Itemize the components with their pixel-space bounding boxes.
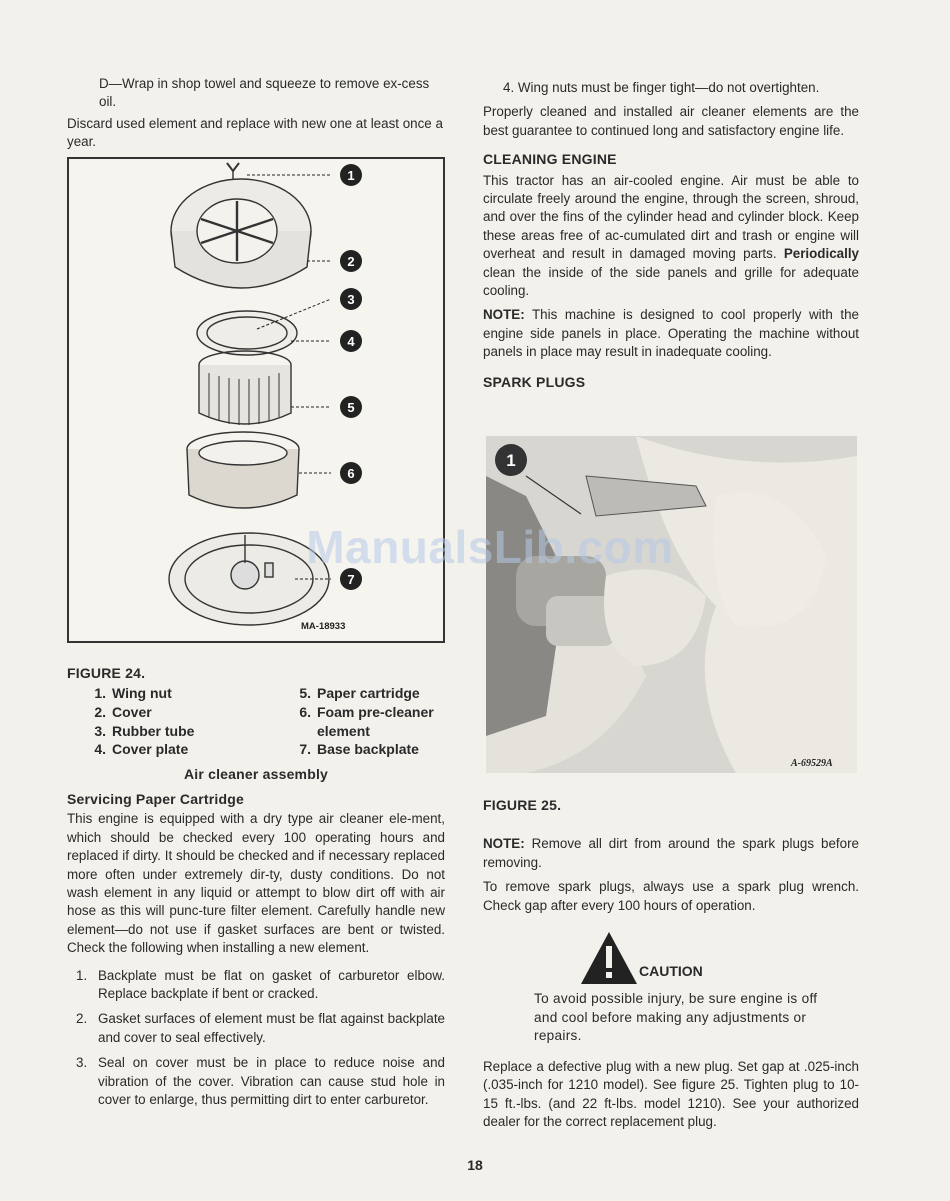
- callout-4: [340, 330, 362, 352]
- svg-text:3: 3: [347, 292, 355, 307]
- list-item: 3. Rubber tube: [94, 722, 195, 739]
- list-item: 1. Wing nut: [94, 685, 172, 701]
- figure-25-photo: [486, 436, 857, 773]
- svg-text:6: 6: [347, 466, 355, 481]
- warning-triangle-icon: [579, 930, 639, 986]
- cleaning-body: This tractor has an air-cooled engine. Air must be able to circulate freely around the engine, through the screen, shroud, and over the fins of the cylinder head and cylinder block. Keep these areas free of ac-cumulated dirt and trash or engine will overheat and result in damaged moving parts. Periodically clean the inside of the side panels and grille for adequate cooling.: [483, 172, 859, 299]
- photo-callout-1: [495, 444, 527, 476]
- svg-text:1: 1: [506, 451, 516, 470]
- figure-25-caption: FIGURE 25.: [483, 797, 562, 813]
- intro-discard: Discard used element and replace with new one at least once a year.: [67, 115, 443, 150]
- page-number: 18: [467, 1157, 483, 1173]
- step-4: 4. Wing nuts must be finger tight—do not overtighten.: [503, 80, 820, 95]
- list-item: 5. Paper cartridge: [299, 685, 420, 701]
- callout-5: [340, 396, 362, 418]
- servicing-heading: Servicing Paper Cartridge: [67, 791, 244, 807]
- svg-text:7: 7: [347, 572, 355, 587]
- callout-6: [340, 462, 362, 484]
- svg-text:4: 4: [347, 334, 355, 349]
- figure-24-caption: FIGURE 24.: [67, 665, 146, 681]
- callout-2: [340, 250, 362, 272]
- servicing-body: This engine is equipped with a dry type air cleaner ele-ment, which should be checked every 100 operating hours and replaced if dirty. It should be checked and if necessary replaced more often under extremely dir-ty, dusty conditions. Do not wash element in any liquid or attempt to blow dirt off with air hose as this will punc-ture filter element. Carefully handle new element—do not use if gasket surfaces are bent or twisted. Check the following when installing a new element.: [67, 811, 445, 956]
- replace-paragraph: Replace a defective plug with a new plug. Set gap at .025-inch (.035-inch for 1210 model). See figure 25. Tighten plug to 10-15 ft.-lbs. (and 22 ft-lbs. model 1210). See your authorized dealer for the correct replacement plug.: [483, 1059, 859, 1130]
- list-item: 1. Backplate must be flat on gasket of carburetor elbow. Replace backplate if bent or cracked.: [76, 967, 445, 1002]
- svg-text:2: 2: [347, 254, 355, 269]
- list-item: 3. Seal on cover must be in place to reduce noise and vibration of the cover. Vibration can cause stud hole in cover to enlarge, thus permitting dirt to enter carburetor.: [76, 1055, 445, 1108]
- callout-3: [340, 288, 362, 310]
- cleaning-heading: CLEANING ENGINE: [483, 151, 617, 168]
- properly-paragraph: Properly cleaned and installed air cleaner elements are the best guarantee to continued long and satisfactory engine life.: [483, 104, 859, 138]
- spark-remove: To remove spark plugs, always use a spark plug wrench. Check gap after every 100 hours of operation.: [483, 879, 859, 913]
- photo-id: A-69529A: [791, 758, 833, 769]
- cleaning-note: NOTE: This machine is designed to cool properly with the engine side panels in place. Operating the machine without panels in place may result in inadequate cooling.: [483, 307, 859, 360]
- caution-title: CAUTION: [639, 963, 703, 979]
- callout-1: [340, 164, 362, 186]
- intro-step-d: D—Wrap in shop towel and squeeze to remove ex-cess oil.: [99, 76, 430, 110]
- list-item: 7. Base backplate: [299, 741, 419, 758]
- spark-heading: SPARK PLUGS: [483, 373, 586, 390]
- svg-text:1: 1: [347, 168, 355, 183]
- servicing-steps: [67, 967, 445, 1110]
- spark-note: NOTE: Remove all dirt from around the spark plugs before removing.: [483, 836, 859, 870]
- list-item: 6. Foam pre-cleaner element: [299, 703, 434, 739]
- list-item: 4. Cover plate: [94, 741, 189, 758]
- caution-message: To avoid possible injury, be sure engine is off and cool before making any adjustments or repairs.: [534, 991, 818, 1043]
- drawing-id: MA-18933: [301, 621, 346, 632]
- list-item: 2. Gasket surfaces of element must be flat against backplate and cover to seal effectively.: [76, 1011, 445, 1045]
- figure-24-subtitle: Air cleaner assembly: [183, 766, 329, 782]
- svg-text:5: 5: [347, 400, 355, 415]
- watermark: ManualsLib.com: [306, 521, 674, 573]
- list-item: 2. Cover: [94, 703, 152, 720]
